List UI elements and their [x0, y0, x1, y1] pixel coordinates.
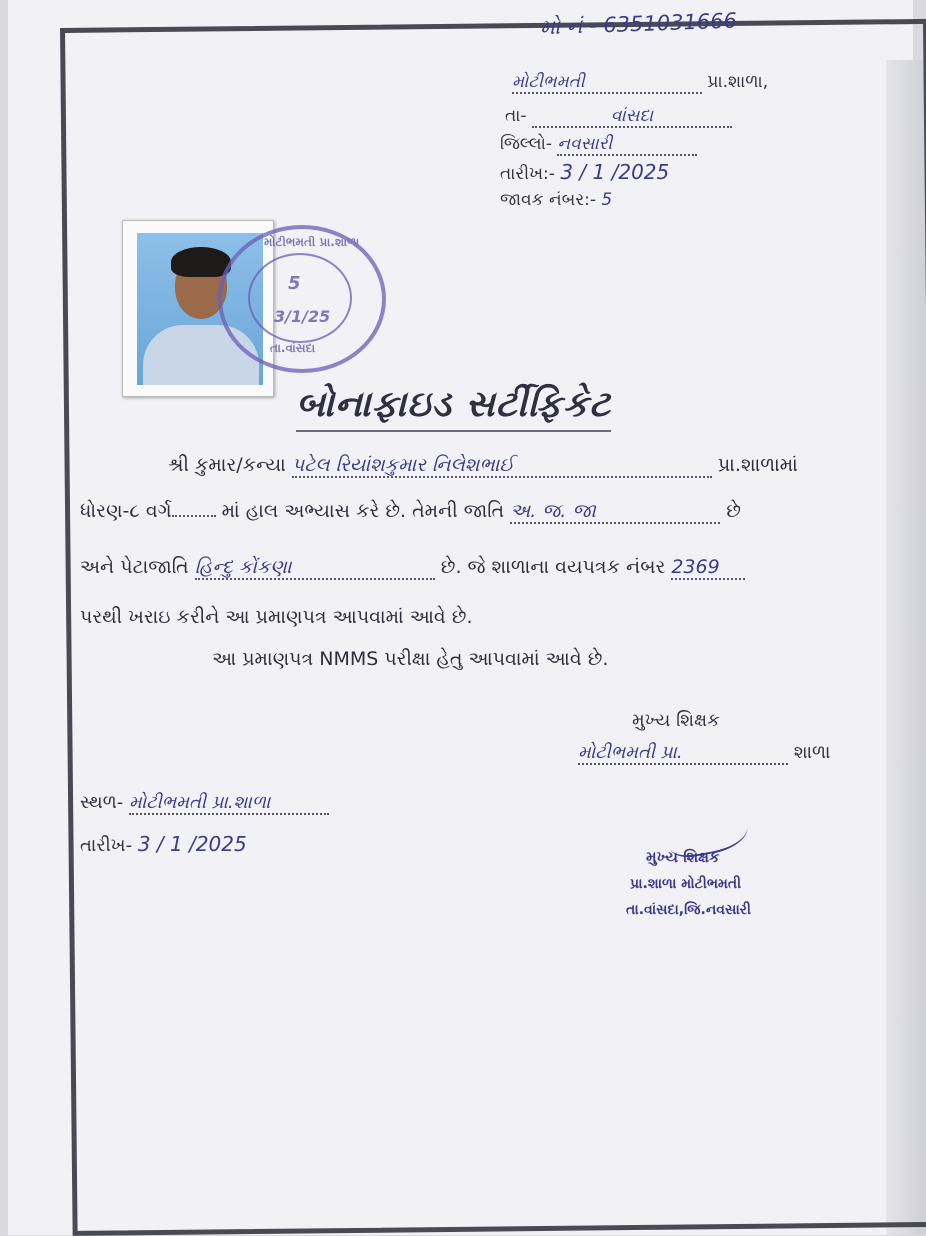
- stamp-bottom-text: તા.વાંસદા: [270, 341, 316, 355]
- body-l1-prefix: શ્રી કુમાર/કન્યા: [168, 454, 286, 476]
- date-footer-value: 3 / 1 /2025: [137, 832, 247, 856]
- place-label: સ્થળ-: [80, 792, 124, 813]
- body-l3-prefix: અને પેટાજાતિ: [80, 556, 189, 578]
- header-date: 3 / 1 /2025: [560, 160, 670, 184]
- header-school-suffix: પ્રા.શાળા,: [707, 72, 769, 92]
- header-school-line: [512, 72, 768, 94]
- headmaster-school-line: [578, 742, 830, 765]
- header-taluka: વાંસદા: [532, 106, 732, 128]
- date-footer-label: તારીખ-: [80, 835, 133, 856]
- school-stamp: [218, 225, 386, 373]
- header-date-line: [500, 160, 669, 184]
- stamp-date: 3/1/25: [274, 307, 331, 326]
- body-l2-mid: માં હાલ અભ્યાસ કરે છે. તેમની જાતિ: [221, 500, 505, 522]
- header-taluka-line: [505, 106, 732, 128]
- stamp-top-text: મોટીભમતી પ્રા.શાળા: [264, 235, 360, 249]
- body-line-2: [80, 500, 741, 524]
- header-date-label: તારીખ:-: [500, 164, 555, 184]
- body-l2-prefix: ધોરણ-૮ વર્ગ: [80, 500, 172, 522]
- body-line-4: પરથી ખરાઇ કરીને આ પ્રમાણપત્ર આપવામાં આવે છે.: [80, 606, 473, 628]
- header-outward-line: [500, 190, 612, 210]
- mobile-number-note: મો નં - 6351031666: [539, 8, 738, 40]
- subcaste: હિન્દુ કોંકણા: [195, 556, 435, 580]
- header-outward-label: જાવક નંબર:-: [500, 190, 596, 210]
- certificate-title: બોનાફાઇડ સર્ટીફિકેટ: [296, 384, 611, 432]
- photo-hair: [171, 247, 231, 277]
- header-district-line: [500, 134, 697, 156]
- register-number: 2369: [671, 556, 745, 580]
- body-l3-mid: છે. જે શાળાના વયપત્રક નંબર: [440, 556, 666, 578]
- stamp-number: 5: [288, 273, 301, 294]
- headmaster-school-suffix: શાળા: [793, 742, 831, 763]
- signature-stamp-line3: તા.વાંસદા,જિ.નવસારી: [626, 902, 751, 918]
- header-district-label: જિલ્લો-: [500, 134, 553, 154]
- signature-stamp-line2: પ્રા.શાળા મોટીભમતી: [630, 876, 742, 892]
- header-outward-no: 5: [601, 190, 613, 210]
- place-line: [80, 792, 329, 815]
- caste: અ. જ. જા: [510, 500, 720, 524]
- date-footer-line: [80, 832, 247, 856]
- class-blank: [172, 515, 216, 517]
- body-l1-suffix: પ્રા.શાળામાં: [717, 454, 798, 476]
- header-taluka-label: તા-: [505, 106, 527, 126]
- header-district: નવસારી: [557, 134, 697, 156]
- student-name: પટેલ રિયાંશકુમાર નિલેશભાઈ: [292, 454, 712, 478]
- body-line-5: આ પ્રમાણપત્ર NMMS પરીક્ષા હેતુ આપવામાં આવે છે.: [212, 648, 609, 670]
- body-l2-suffix: છે: [726, 500, 741, 522]
- headmaster-title: મુખ્ય શિક્ષક: [632, 710, 720, 731]
- place-value: મોટીભમતી પ્રા.શાળા: [129, 792, 329, 815]
- signature-stamp-line1: મુખ્ય શિક્ષક: [646, 848, 720, 866]
- body-line-1: [168, 454, 798, 478]
- header-school-name: મોટીભમતી: [512, 72, 702, 94]
- stamp-inner-ring: [248, 253, 352, 343]
- headmaster-school: મોટીભમતી પ્રા.: [578, 742, 788, 765]
- body-line-3: [80, 556, 745, 580]
